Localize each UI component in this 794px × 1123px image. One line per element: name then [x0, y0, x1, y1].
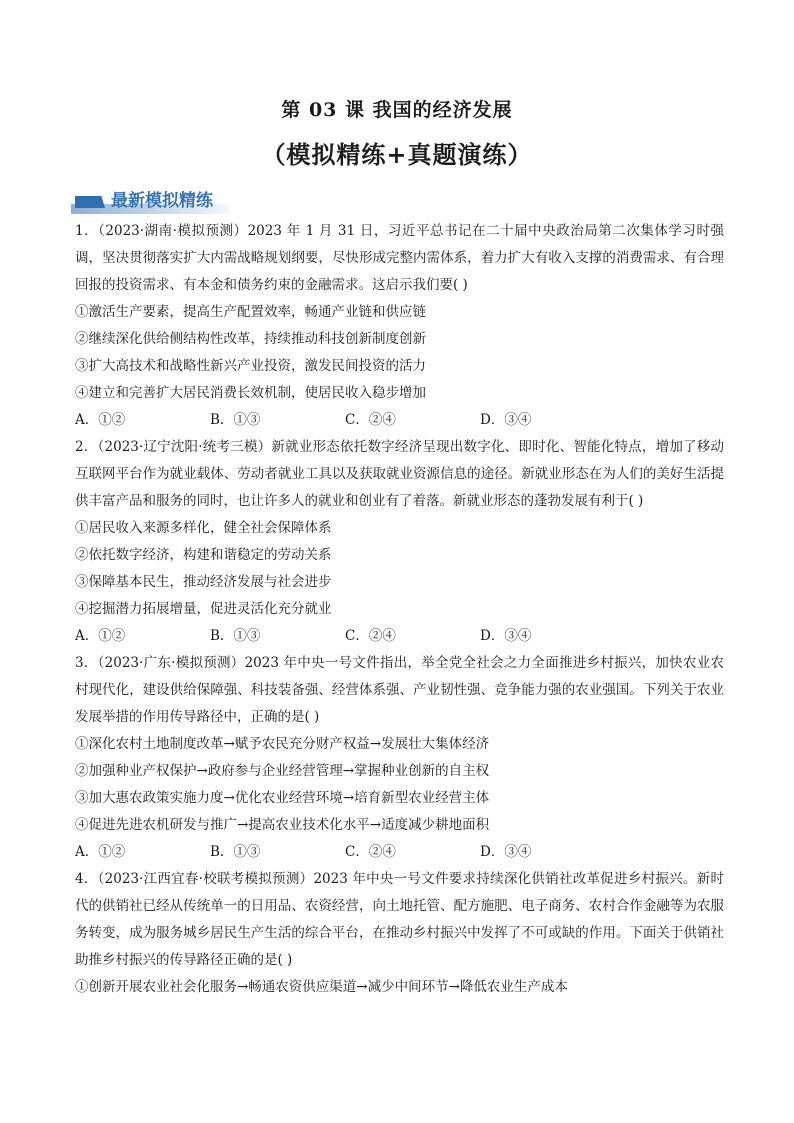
- question-stem: [75, 434, 724, 515]
- answer-c: C．②④: [345, 412, 396, 428]
- option-4: ④建立和完善扩大居民消费长效机制，使居民收入稳步增加: [75, 385, 426, 401]
- option-1: ①创新开展农业社会化服务→畅通农资供应渠道→减少中间环节→降低农业生产成本: [75, 979, 568, 995]
- question-text: 新就业形态依托数字经济呈现出数字化、即时化、智能化特点，增加了移动互联网平台作为就业载体、劳动者就业工具以及获取就业资源信息的途径。新就业形态在为人们的美好生活提供丰富产品和服务的同时，也让许多人的就业和创业有了着落。新就业形态的蓬勃发展有利于( ): [75, 439, 725, 509]
- option-4: ④挖掘潜力拓展增量，促进灵活化充分就业: [75, 601, 332, 617]
- question-text: 2023 年 1 月 31 日，习近平总书记在二十届中央政治局第二次集体学习时强调，坚决贯彻落实扩大内需战略规划纲要，尽快形成完整内需体系，着力扩大有收入支撑的消费需求、有合理回报的投资需求、有本金和债务约束的金融需求。这启示我们要( ): [75, 223, 724, 293]
- question-source: （2023·辽宁沈阳·统考三模）: [97, 439, 272, 455]
- question-number: 4．: [75, 871, 98, 887]
- answer-d: D．③④: [480, 412, 532, 428]
- question-1: [75, 218, 724, 434]
- question-source: （2023·广东·模拟预测）: [97, 655, 245, 671]
- question-text: 2023 年中央一号文件指出，举全党全社会之力全面推进乡村振兴，加快农业农村现代化，建设供给保障强、科技装备强、经营体系强、产业韧性强、竞争能力强的农业强国。下列关于农业发展举措的作用传导路径中，正确的是( ): [75, 655, 724, 725]
- answer-c: C．②④: [345, 628, 396, 644]
- option-1: ①深化农村土地制度改革→赋予农民充分财产权益→发展壮大集体经济: [75, 736, 490, 752]
- option-3: ③保障基本民生，推动经济发展与社会进步: [75, 574, 332, 590]
- question-3: [75, 650, 724, 866]
- page-subtitle: （模拟精练+真题演练）: [261, 140, 533, 169]
- answer-b: B．①③: [210, 844, 261, 860]
- answer-d: D．③④: [480, 844, 532, 860]
- answer-b: B．①③: [210, 412, 261, 428]
- option-4: ④促进先进农机研发与推广→提高农业技术化水平→适度减少耕地面积: [75, 817, 490, 833]
- question-stem: [75, 218, 724, 299]
- option-2: ②继续深化供给侧结构性改革，持续推动科技创新制度创新: [75, 331, 426, 347]
- answer-a: A．①②: [75, 628, 126, 644]
- question-4: [75, 866, 724, 1001]
- question-list: [75, 218, 724, 1001]
- option-1: ①居民收入来源多样化，健全社会保障体系: [75, 520, 332, 536]
- question-number: 3．: [75, 655, 98, 671]
- question-stem: [75, 650, 724, 731]
- answer-d: D．③④: [480, 628, 532, 644]
- question-number: 1．: [75, 223, 99, 239]
- answer-b: B．①③: [210, 628, 261, 644]
- option-2: ②依托数字经济，构建和谐稳定的劳动关系: [75, 547, 332, 563]
- option-3: ③加大惠农政策实施力度→优化农业经营环境→培育新型农业经营主体: [75, 790, 490, 806]
- question-text: 2023 年中央一号文件要求持续深化供销社改革促进乡村振兴。新时代的供销社已经从传统单一的日用品、农资经营，向土地托管、配方施肥、电子商务、农村合作金融等为农服务转变，成为服务城乡居民生产生活的综合平台，在推动乡村振兴中发挥了不可或缺的作用。下面关于供销社助推乡村振兴的传导路径正确的是( ): [75, 871, 724, 968]
- section-header: [75, 185, 250, 211]
- section-label: 最新模拟精练: [109, 186, 219, 211]
- question-stem: [75, 866, 724, 974]
- question-2: [75, 434, 724, 650]
- question-source: （2023·江西宜春·校联考模拟预测）: [97, 871, 314, 887]
- option-3: ③扩大高技术和战略性新兴产业投资，激发民间投资的活力: [75, 358, 426, 374]
- answer-a: A．①②: [75, 844, 126, 860]
- answer-choices: [75, 839, 724, 866]
- question-number: 2．: [75, 439, 98, 455]
- answer-choices: [75, 407, 724, 434]
- question-source: （2023·湖南·模拟预测）: [98, 223, 248, 239]
- section-bar-decoration: [75, 196, 105, 208]
- page-title: 第 03 课 我国的经济发展: [281, 99, 513, 121]
- option-1: ①激活生产要素，提高生产配置效率，畅通产业链和供应链: [75, 304, 426, 320]
- answer-c: C．②④: [345, 844, 396, 860]
- answer-a: A．①②: [75, 412, 126, 428]
- answer-choices: [75, 623, 724, 650]
- option-2: ②加强种业产权保护→政府参与企业经营管理→掌握种业创新的自主权: [75, 763, 490, 779]
